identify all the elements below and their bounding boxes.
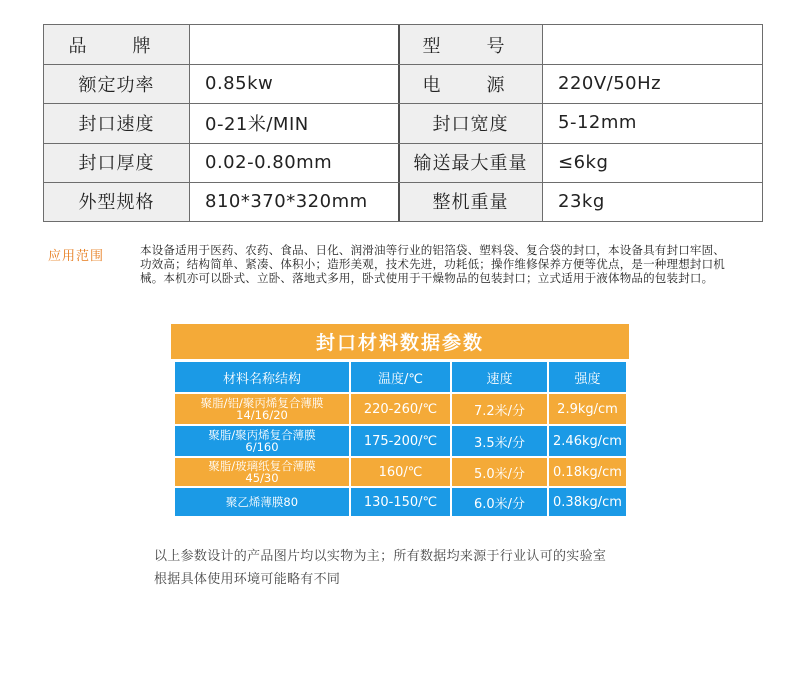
materials-title: 封口材料数据参数 [171,324,629,359]
material-temperature: 160/℃ [351,458,450,486]
spec-label: 整机重量 [399,182,542,221]
spec-value: 0.85kw [189,64,399,103]
material-name-line: 聚脂/聚丙烯复合薄膜 [208,428,316,442]
spec-value [189,25,399,64]
material-name-line: 聚乙烯薄膜80 [225,495,299,509]
spec-label: 封口速度 [44,103,189,142]
spec-label: 品 牌 [44,25,189,64]
spec-row-divider [44,143,762,144]
spec-label: 封口宽度 [399,103,542,142]
application-text: 本设备适用于医药、农药、食品、日化、润滑油等行业的铝箔袋、塑料袋、复合袋的封口，本设备具有封口牢固、功效高；结构简单、紧凑、体积小；造形美观，技术先进，功耗低；操作维修保养方便等优点，是一种理想封口机械。本机亦可以卧式、立卧、落地式多用，卧式使用于干燥物品的包装封口；立式适用于液体物品的包装封口。 [140,243,725,285]
spec-divider [189,25,190,221]
spec-row-divider [44,182,762,183]
material-strength: 0.18kg/cm [549,458,626,486]
spec-value: ≤6kg [542,143,762,182]
spec-value: 220V/50Hz [542,64,762,103]
materials-header: 强度 [549,362,626,392]
material-speed: 3.5米/分 [452,426,547,456]
spec-value: 0-21米/MIN [189,103,399,142]
material-name [175,458,349,486]
materials-table [171,324,629,518]
spec-divider [398,25,400,221]
spec-label: 外型规格 [44,182,189,221]
material-speed: 7.2米/分 [452,394,547,424]
spec-value: 810*370*320mm [189,182,399,221]
material-thickness: 45/30 [245,471,279,485]
spec-label: 电 源 [399,64,542,103]
material-name [175,426,349,456]
spec-row-divider [44,64,762,65]
material-name [175,394,349,424]
material-temperature: 130-150/℃ [351,488,450,516]
spec-label: 封口厚度 [44,143,189,182]
application-label: 应用范围 [48,249,105,264]
materials-header: 速度 [452,362,547,392]
note-line-2: 根据具体使用环境可能略有不同 [154,572,341,587]
material-thickness: 6/160 [245,440,279,454]
spec-table [43,24,763,222]
material-name [175,488,349,516]
material-speed: 6.0米/分 [452,488,547,516]
spec-label: 型 号 [399,25,542,64]
materials-header: 温度/℃ [351,362,450,392]
material-strength: 0.38kg/cm [549,488,626,516]
materials-header: 材料名称结构 [175,362,349,392]
material-thickness: 14/16/20 [236,408,288,422]
spec-label: 输送最大重量 [399,143,542,182]
spec-value: 0.02-0.80mm [189,143,399,182]
material-strength: 2.9kg/cm [549,394,626,424]
spec-label: 额定功率 [44,64,189,103]
material-strength: 2.46kg/cm [549,426,626,456]
material-name-line: 聚脂/铝/聚丙烯复合薄膜 [200,396,324,410]
spec-value: 5-12mm [542,103,762,142]
note-line-1: 以上参数设计的产品图片均以实物为主；所有数据均来源于行业认可的实验室 [154,549,607,564]
spec-value [542,25,762,64]
spec-value: 23kg [542,182,762,221]
spec-divider [542,25,543,221]
material-temperature: 220-260/℃ [351,394,450,424]
spec-row-divider [44,103,762,104]
material-temperature: 175-200/℃ [351,426,450,456]
material-name-line: 聚脂/玻璃纸复合薄膜 [208,459,316,473]
material-speed: 5.0米/分 [452,458,547,486]
